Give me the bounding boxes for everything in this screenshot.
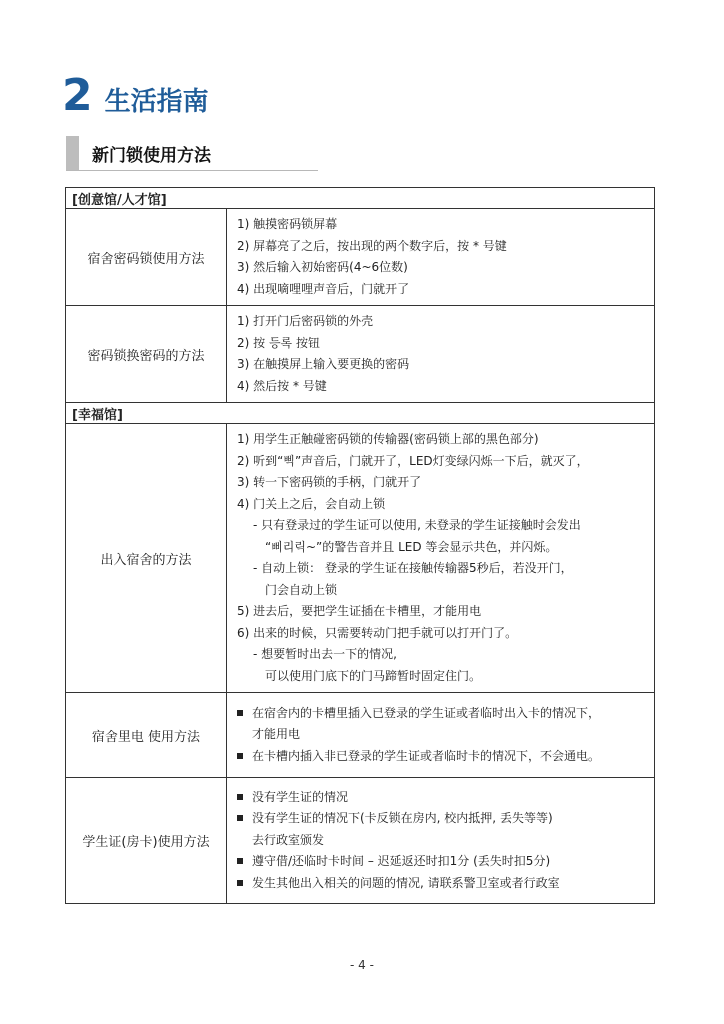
step-line: 4) 出现嘀哩哩声音后，门就开了 (237, 281, 410, 296)
row-content (227, 209, 655, 306)
group-heading: [幸福馆] (66, 403, 655, 424)
row-label: 密码锁换密码的方法 (66, 306, 227, 403)
bullet-line (237, 703, 646, 725)
row-content (227, 306, 655, 403)
bullet-text: 没有学生证的情况 (252, 789, 349, 804)
chapter-title: 生活指南 (104, 87, 209, 117)
step-line: 4) 然后按 * 号键 (237, 378, 327, 393)
square-bullet-icon (237, 753, 243, 759)
note-line: 门会自动上锁 (265, 582, 338, 597)
section-heading (66, 136, 318, 171)
table-row (66, 693, 655, 778)
square-bullet-icon (237, 880, 243, 886)
chapter-number: 2 (62, 70, 93, 121)
step-line: 2) 屏幕亮了之后，按出现的两个数字后，按 * 号键 (237, 238, 507, 253)
bullet-continuation: 才能用电 (252, 727, 301, 742)
bullet-text: 发生其他出入相关的问题的情况, 请联系警卫室或者行政室 (252, 875, 560, 890)
chapter-heading (62, 70, 209, 122)
bullet-line (237, 851, 646, 873)
bullet-text: 在宿舍内的卡槽里插入已登录的学生证或者临时出入卡的情况下， (252, 705, 601, 720)
bullet-text: 没有学生证的情况下(卡反锁在房内, 校内抵押, 丢失等等) (252, 811, 553, 826)
group-heading: [创意馆/人才馆] (66, 188, 655, 209)
bullet-line (237, 808, 646, 830)
row-label: 宿舍里电 使用方法 (66, 693, 227, 778)
section-title: 新门锁使用方法 (92, 146, 211, 166)
bullet-text: 遵守借/还临时卡时间 – 迟延返还时扣1分 (丢失时扣5分) (252, 854, 551, 869)
section-marker-bar (66, 136, 79, 170)
step-line: 1) 触摸密码锁屏幕 (237, 217, 338, 231)
group-heading-row (66, 188, 655, 209)
step-line: 6) 出来的时候，只需要转动门把手就可以打开门了。 (237, 625, 518, 640)
row-label: 出入宿舍的方法 (66, 424, 227, 693)
row-content (227, 693, 655, 778)
step-line: 3) 然后输入初始密码(4~6位数) (237, 260, 408, 274)
note-line: - 想要暂时出去一下的情况, (253, 647, 397, 661)
step-line: 5) 进去后，要把学生证插在卡槽里，才能用电 (237, 604, 482, 618)
note-line: “삐리릭~”的警告音并且 LED 等会显示共色，并闪烁。 (265, 539, 558, 554)
step-line: 2) 按 등록 按钮 (237, 335, 320, 350)
square-bullet-icon (237, 858, 243, 864)
table-row (66, 306, 655, 403)
square-bullet-icon (237, 794, 243, 800)
step-line: 3) 在触摸屏上输入要更换的密码 (237, 357, 410, 371)
bullet-text: 在卡槽内插入非已登录的学生证或者临时卡的情况下，不会通电。 (252, 748, 601, 763)
bullet-continuation: 去行政室颁发 (252, 832, 325, 847)
step-line: 4) 门关上之后，会自动上锁 (237, 496, 386, 511)
note-line: - 自动上锁： 登录的学生证在接触传输器5秒后，若没开门， (253, 561, 573, 575)
note-line: - 只有登录过的学生证可以使用, 未登录的学生证接触时会发出 (253, 518, 581, 532)
group-heading-row (66, 403, 655, 424)
square-bullet-icon (237, 710, 243, 716)
square-bullet-icon (237, 815, 243, 821)
step-line: 2) 听到“삑”声音后，门就开了，LED灯变绿闪烁一下后，就灭了， (237, 453, 589, 468)
bullet-line (237, 746, 646, 768)
step-line: 3) 转一下密码锁的手柄，门就开了 (237, 475, 422, 489)
page-number: - 4 - (350, 958, 374, 972)
row-label: 学生证(房卡)使用方法 (66, 778, 227, 904)
step-line: 1) 用学生正触碰密码锁的传输器(密码锁上部的黑色部分) (237, 432, 539, 446)
table-row (66, 424, 655, 693)
note-line: 可以使用门底下的门马蹄暂时固定住门。 (265, 668, 482, 683)
table-row (66, 209, 655, 306)
door-lock-guide-table (65, 187, 655, 904)
table-row (66, 778, 655, 904)
row-label: 宿舍密码锁使用方法 (66, 209, 227, 306)
bullet-line (237, 873, 646, 895)
row-content (227, 424, 655, 693)
bullet-line (237, 787, 646, 809)
row-content (227, 778, 655, 904)
step-line: 1) 打开门后密码锁的外壳 (237, 314, 374, 328)
